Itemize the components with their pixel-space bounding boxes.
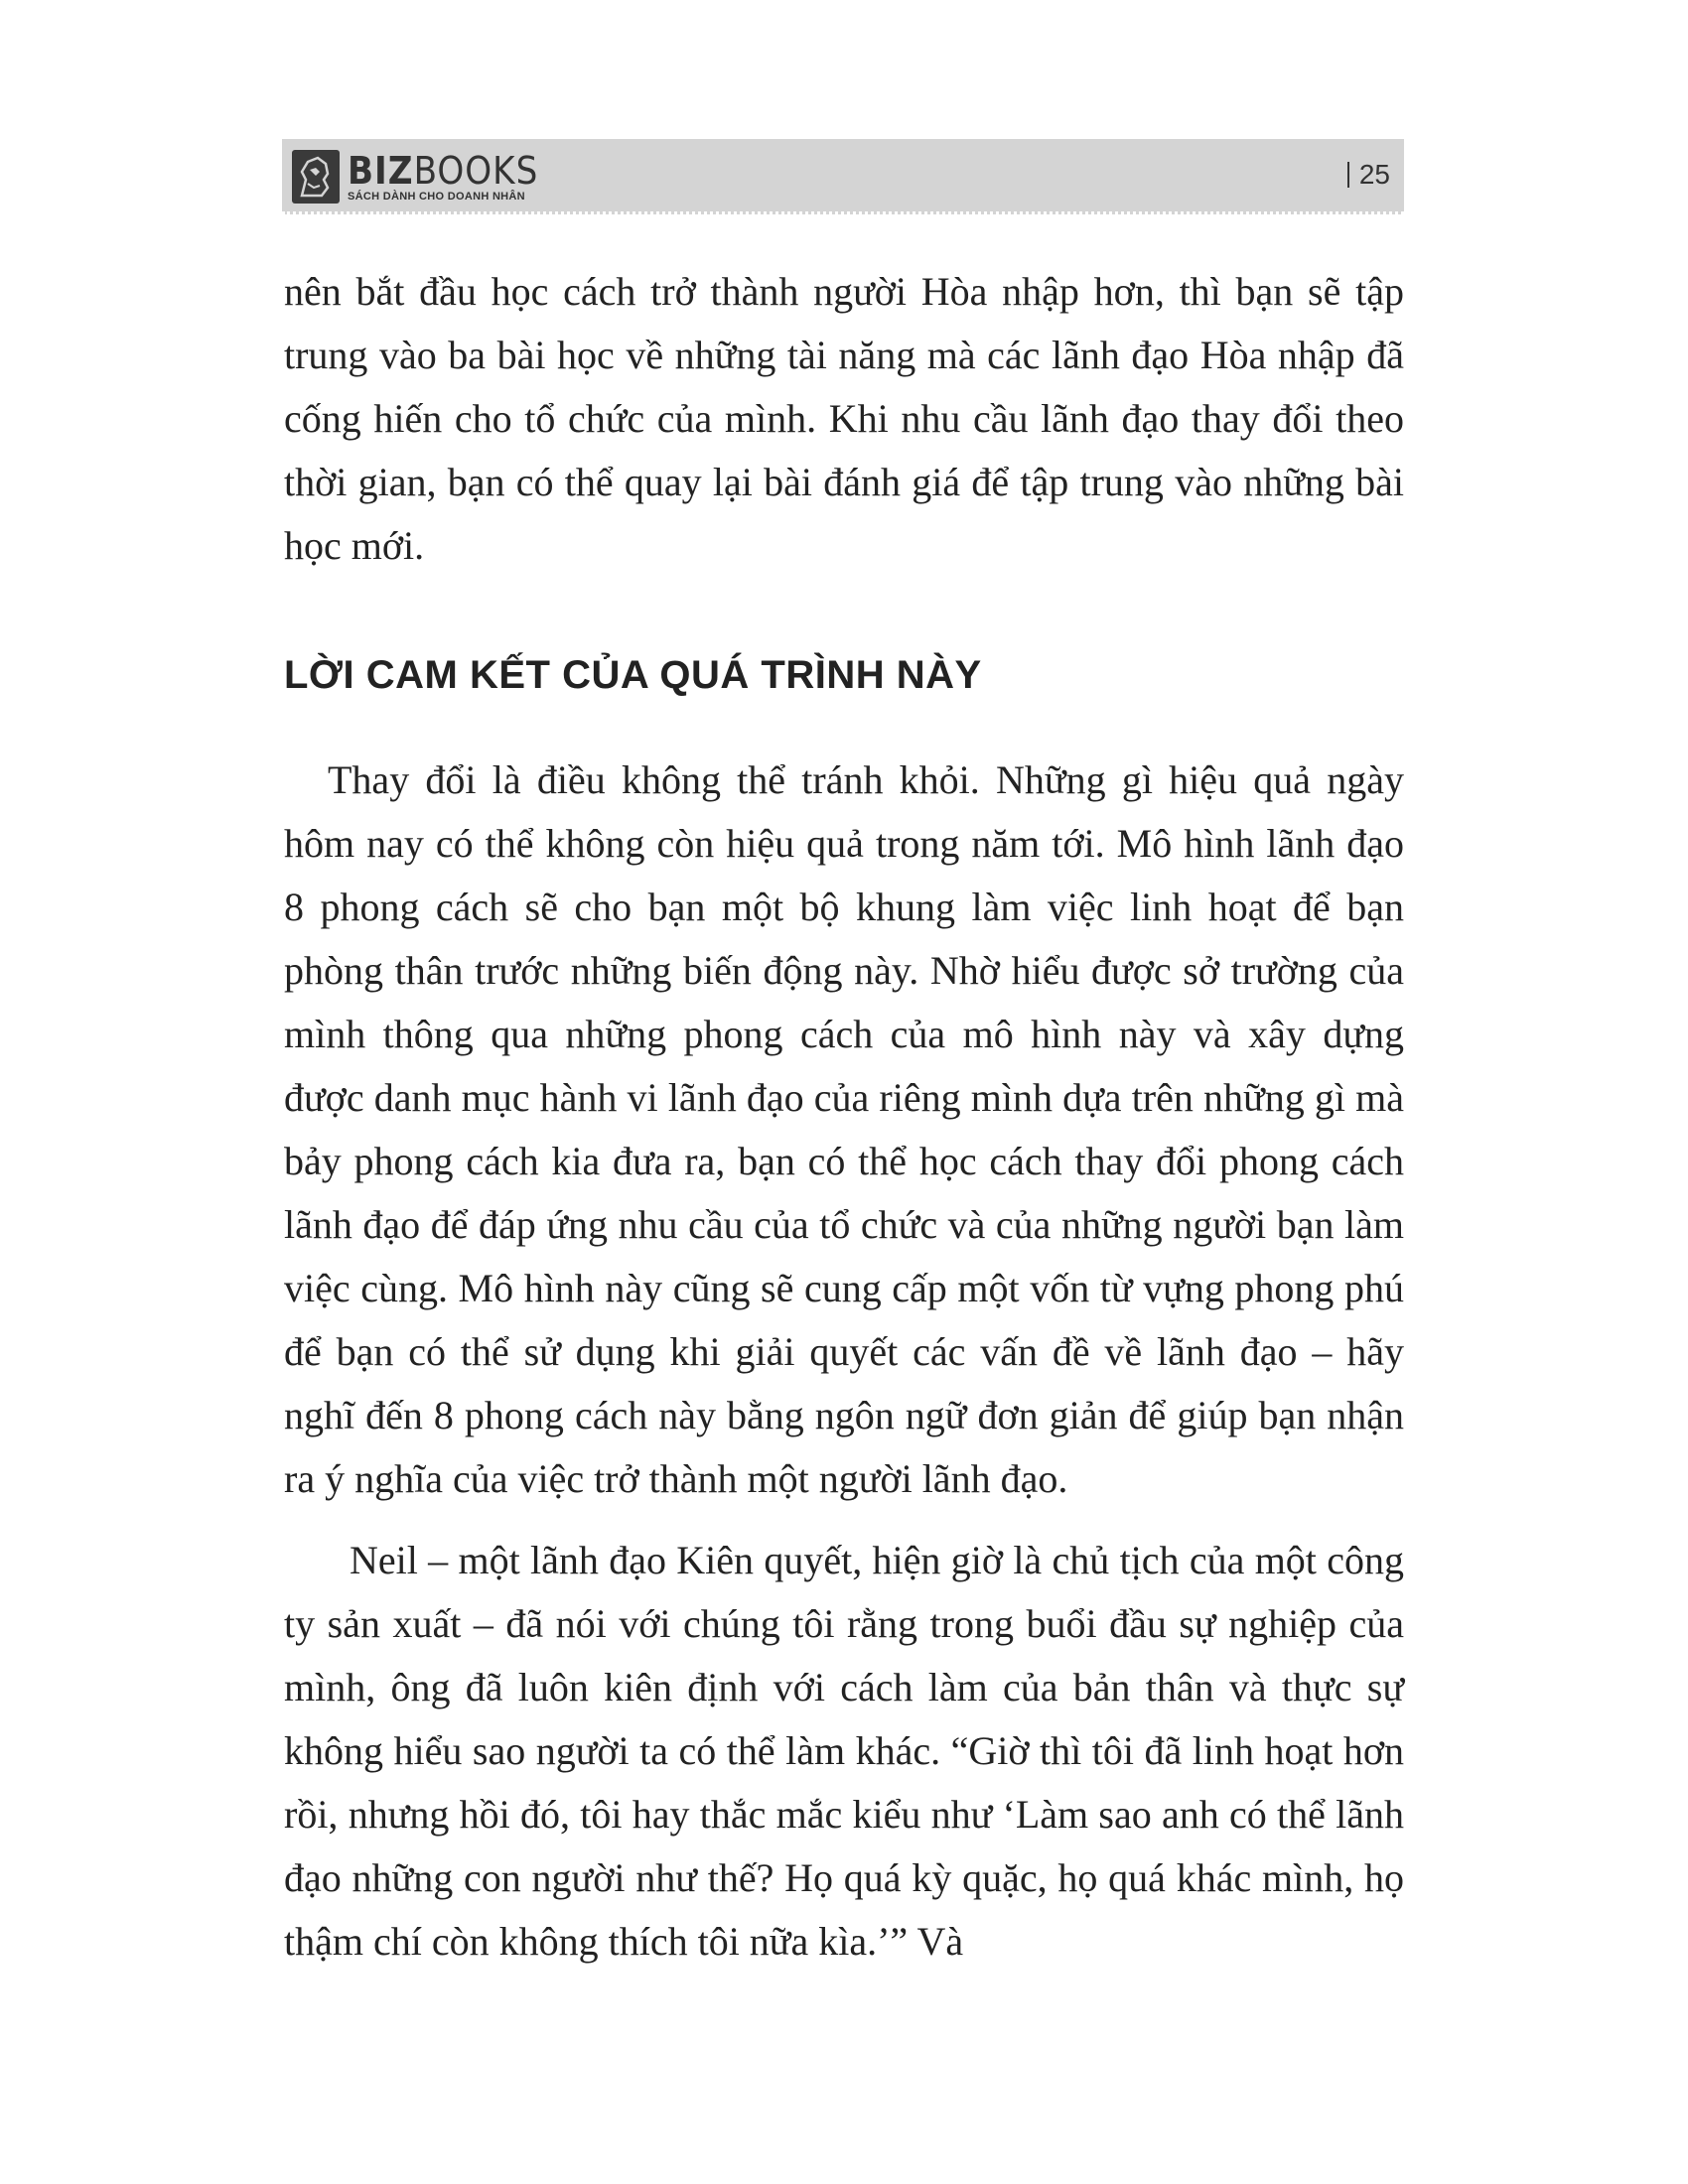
brand-tagline: SÁCH DÀNH CHO DOANH NHÂN bbox=[348, 191, 525, 203]
page-body bbox=[284, 260, 1404, 1974]
running-header bbox=[282, 139, 1404, 214]
intro-paragraph: nên bắt đầu học cách trở thành người Hòa nhập hơn, thì bạn sẽ tập trung vào ba bài học về những tài năng mà các lãnh đạo Hòa nhập đã cống hiến cho tổ chức của mình. Khi nhu cầu lãnh đạo thay đổi theo thời gian, bạn có thể quay lại bài đánh giá để tập trung vào những bài học mới. bbox=[284, 269, 1404, 568]
body-paragraph-1: Thay đổi là điều không thể tránh khỏi. Những gì hiệu quả ngày hôm nay có thể không còn hiệu quả trong năm tới. Mô hình lãnh đạo 8 phong cách sẽ cho bạn một bộ khung làm việc linh hoạt để bạn phòng thân trước những biến động này. Nhờ hiểu được sở trường của mình thông qua những phong cách của mô hình này và xây dựng được danh mục hành vi lãnh đạo của riêng mình dựa trên những gì mà bảy phong cách kia đưa ra, bạn có thể học cách thay đổi phong cách lãnh đạo để đáp ứng nhu cầu của tổ chức và của những người bạn làm việc cùng. Mô hình này cũng sẽ cung cấp một vốn từ vựng phong phú để bạn có thể sử dụng khi giải quyết các vấn đề về lãnh đạo – hãy nghĩ đến 8 phong cách này bằng ngôn ngữ đơn giản để giúp bạn nhận ra ý nghĩa của việc trở thành một người lãnh đạo. bbox=[284, 757, 1404, 1501]
brand-name-bold: BIZ bbox=[348, 149, 414, 193]
brand-name bbox=[348, 151, 538, 191]
section-heading: LỜI CAM KẾT CỦA QUÁ TRÌNH NÀY bbox=[284, 653, 982, 697]
page-number-value: 25 bbox=[1358, 159, 1390, 190]
body-paragraph-2: Neil – một lãnh đạo Kiên quyết, hiện giờ là chủ tịch của một công ty sản xuất – đã nói với chúng tôi rằng trong buổi đầu sự nghiệp của mình, ông đã luôn kiên định với cách làm của bản thân và thực sự không hiểu sao người ta có thể làm khác. “Giờ thì tôi đã linh hoạt hơn rồi, nhưng hồi đó, tôi hay thắc mắc kiểu như ‘Làm sao anh có thể lãnh đạo những con người như thế? Họ quá kỳ quặc, họ quá khác mình, họ thậm chí còn không thích tôi nữa kìa.’” Và bbox=[284, 1538, 1404, 1964]
brand-name-light: BOOKS bbox=[413, 149, 539, 193]
lion-head-icon bbox=[292, 150, 340, 204]
page-number bbox=[1347, 159, 1390, 191]
page-number-divider bbox=[1347, 162, 1349, 188]
publisher-logo bbox=[292, 145, 538, 208]
